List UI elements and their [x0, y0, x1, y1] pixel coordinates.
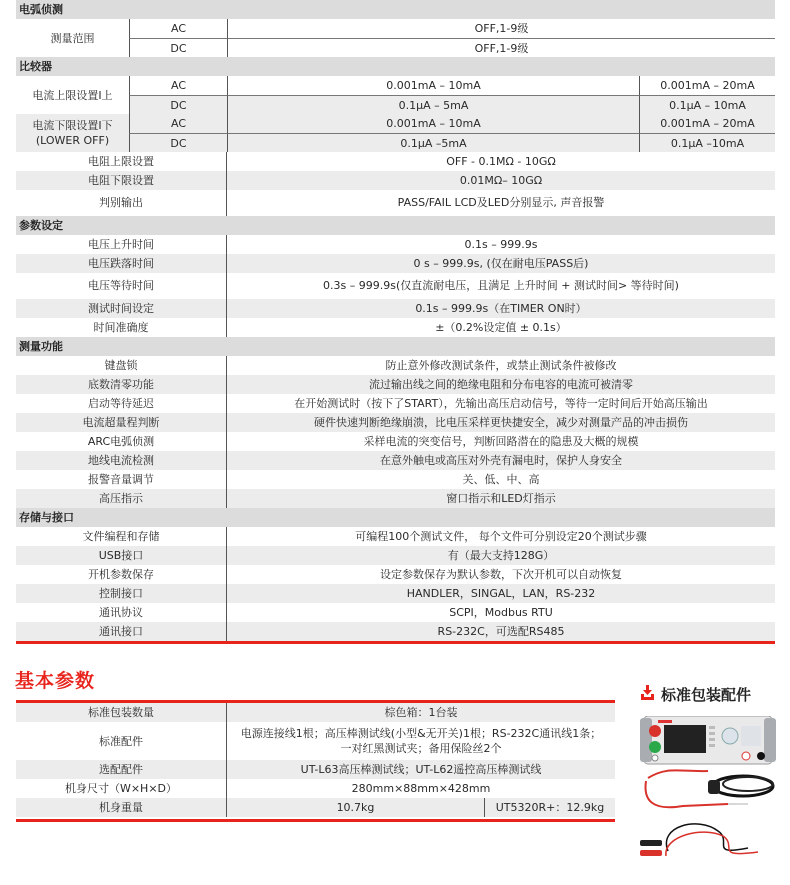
red-divider [16, 819, 615, 822]
row-value-alt: 0.1μA –10mA [639, 133, 775, 152]
table-row [16, 299, 775, 318]
row-value-alt: 0.001mA – 20mA [639, 114, 775, 133]
section-header-arc [16, 0, 775, 19]
table-row [16, 273, 775, 299]
row-value: 采样电流的突变信号，判断回路潜在的隐患及大概的规模 [226, 432, 775, 451]
basic-params-table [16, 703, 615, 817]
table-row [16, 622, 775, 641]
row-value: 流过输出线之间的绝缘电阻和分布电容的电流可被清零 [226, 375, 775, 394]
row-label: 高压指示 [99, 492, 143, 505]
accessories-image [638, 716, 778, 866]
section-header-comparator [16, 57, 775, 76]
current-lower-group [16, 114, 775, 152]
row-value: PASS/FAIL LCD及LED分别显示, 声音报警 [226, 190, 775, 216]
row-value-alt: 0.001mA – 20mA [639, 76, 775, 95]
table-row [129, 133, 775, 152]
row-value: 0.1μA –5mA [227, 133, 639, 152]
row-value: OFF,1-9级 [227, 19, 775, 38]
section-title: 存储与接口 [19, 511, 74, 524]
table-row [129, 38, 775, 57]
row-label: 报警音量调节 [88, 473, 154, 486]
table-row [16, 703, 615, 722]
row-label: 控制接口 [99, 587, 143, 600]
row-label: 判别输出 [99, 196, 143, 209]
row-label: 标准包装数量 [88, 706, 154, 719]
accessories-heading [640, 684, 751, 705]
table-row [16, 235, 775, 254]
row-label: 启动等待延迟 [88, 397, 154, 410]
table-row [129, 19, 775, 38]
table-row [16, 470, 775, 489]
row-value: 280mm×88mm×428mm [226, 779, 615, 798]
table-row [16, 760, 615, 779]
sub-label: DC [129, 38, 227, 57]
row-value [226, 722, 615, 760]
table-row [16, 171, 775, 190]
row-value: 有（最大支持128G） [226, 546, 775, 565]
row-value-alt: UT5320R+：12.9kg [484, 798, 615, 817]
sub-label: DC [129, 133, 227, 152]
row-label: 键盘锁 [104, 359, 138, 372]
row-value: 10.7kg [336, 801, 375, 814]
table-row [16, 584, 775, 603]
weight-values [226, 798, 615, 817]
table-row [16, 489, 775, 508]
spec-table [16, 0, 775, 641]
row-label: 电流超量程判断 [82, 416, 160, 429]
row-value: ±（0.2%设定值 ± 0.1s） [226, 318, 775, 337]
table-row [16, 356, 775, 375]
table-row [16, 779, 615, 798]
row-label: 机身重量 [99, 801, 143, 814]
row-value: 0.1μA – 5mA [227, 95, 639, 114]
red-divider [16, 641, 775, 644]
table-row [129, 95, 775, 114]
row-label: 标准配件 [99, 734, 143, 748]
row-value: 0.001mA – 10mA [227, 76, 639, 95]
table-row [16, 546, 775, 565]
section-title: 比较器 [19, 60, 52, 73]
row-value: 0.01MΩ– 10GΩ [226, 171, 775, 190]
sub-label: AC [129, 19, 227, 38]
download-tray-icon [640, 685, 655, 705]
row-value: HANDLER，SINGAL，LAN，RS-232 [226, 584, 775, 603]
row-value: OFF - 0.1MΩ - 10GΩ [226, 152, 775, 171]
row-label: 地线电流检测 [88, 454, 154, 467]
row-label: 电流上限设置I上 [32, 88, 113, 102]
row-label: 选配配件 [99, 763, 143, 776]
row-label: 电阻下限设置 [88, 174, 154, 187]
row-label-line1: 电流下限设置I下 [32, 119, 113, 132]
table-row [129, 76, 775, 95]
row-value: 在意外触电或高压对外壳有漏电时，保护人身安全 [226, 451, 775, 470]
row-label: 通讯协议 [99, 606, 143, 619]
row-value: 关、低、中、高 [226, 470, 775, 489]
table-row [16, 152, 775, 171]
row-label-line2: (LOWER OFF) [35, 134, 110, 147]
row-label: 时间准确度 [93, 321, 149, 334]
row-label: 开机参数保存 [88, 568, 154, 581]
section-header-params [16, 216, 775, 235]
row-value: 可编程100个测试文件， 每个文件可分别设定20个测试步骤 [226, 527, 775, 546]
table-row [16, 432, 775, 451]
row-label: 测试时间设定 [88, 302, 154, 315]
table-row [16, 413, 775, 432]
row-label: 通讯接口 [99, 625, 143, 638]
table-row [16, 375, 775, 394]
row-value: 硬件快速判断绝缘崩溃，比电压采样更快捷安全，减少对测量产品的冲击损伤 [226, 413, 775, 432]
section-header-measure [16, 337, 775, 356]
row-value: 0.001mA – 10mA [227, 114, 639, 133]
table-row [16, 254, 775, 273]
row-value: 0 s – 999.9s, (仅在耐电压PASS后) [226, 254, 775, 273]
row-value: RS-232C，可选配RS485 [226, 622, 775, 641]
row-value-line1: 电源连接线1根；高压棒测试线(小型&无开关)1根；RS-232C通讯线1条； [240, 727, 602, 740]
table-row [16, 451, 775, 470]
row-value: 棕色箱：1台装 [226, 703, 615, 722]
row-value: 0.1s – 999.9s [226, 235, 775, 254]
table-row [16, 190, 775, 216]
row-value: 0.3s – 999.9s(仅直流耐电压，且满足 上升时间 + 测试时间> 等待时间) [226, 273, 775, 299]
table-row [16, 798, 615, 817]
table-row [16, 527, 775, 546]
section-title: 电弧侦测 [19, 3, 63, 16]
row-label: USB接口 [98, 549, 144, 562]
row-label: 电压跌落时间 [88, 257, 154, 270]
row-value: 0.1s – 999.9s（在TIMER ON时） [226, 299, 775, 318]
row-label: ARC电弧侦测 [87, 435, 155, 448]
row-value: 窗口指示和LED灯指示 [226, 489, 775, 508]
sub-label: AC [129, 76, 227, 95]
row-value: SCPI，Modbus RTU [226, 603, 775, 622]
row-label: 电压等待时间 [88, 279, 154, 292]
accessories-title: 标准包装配件 [661, 686, 752, 704]
row-value-line2: 一对红黑测试夹；备用保险丝2个 [340, 742, 502, 755]
row-value: 在开始测试时（按下了START），先输出高压启动信号，等待一定时间后开始高压输出 [226, 394, 775, 413]
table-row [16, 603, 775, 622]
table-row [16, 722, 615, 760]
table-row [16, 565, 775, 584]
row-label [16, 114, 129, 152]
row-value: OFF,1-9级 [227, 38, 775, 57]
row-label: 文件编程和存储 [82, 530, 160, 543]
row-label: 电阻上限设置 [88, 155, 154, 168]
row-label: 电压上升时间 [88, 238, 154, 251]
row-value: 设定参数保存为默认参数，下次开机可以自动恢复 [226, 565, 775, 584]
row-label: 底数清零功能 [88, 378, 154, 391]
table-row [129, 114, 775, 133]
row-value: 防止意外修改测试条件，或禁止测试条件被修改 [226, 356, 775, 375]
section-title: 测量功能 [19, 340, 63, 353]
row-value: UT-L63高压棒测试线；UT-L62遥控高压棒测试线 [226, 760, 615, 779]
arc-range-group [16, 19, 775, 57]
current-upper-group [16, 76, 775, 114]
section-title: 参数设定 [19, 219, 63, 232]
table-row [16, 394, 775, 413]
row-value-alt: 0.1μA – 10mA [639, 95, 775, 114]
table-row [16, 318, 775, 337]
basic-params-title: 基本参数 [15, 670, 96, 692]
row-label: 机身尺寸（W×H×D） [64, 782, 178, 795]
row-label: 测量范围 [50, 31, 95, 45]
sub-label: DC [129, 95, 227, 114]
section-header-storage [16, 508, 775, 527]
sub-label: AC [129, 114, 227, 133]
